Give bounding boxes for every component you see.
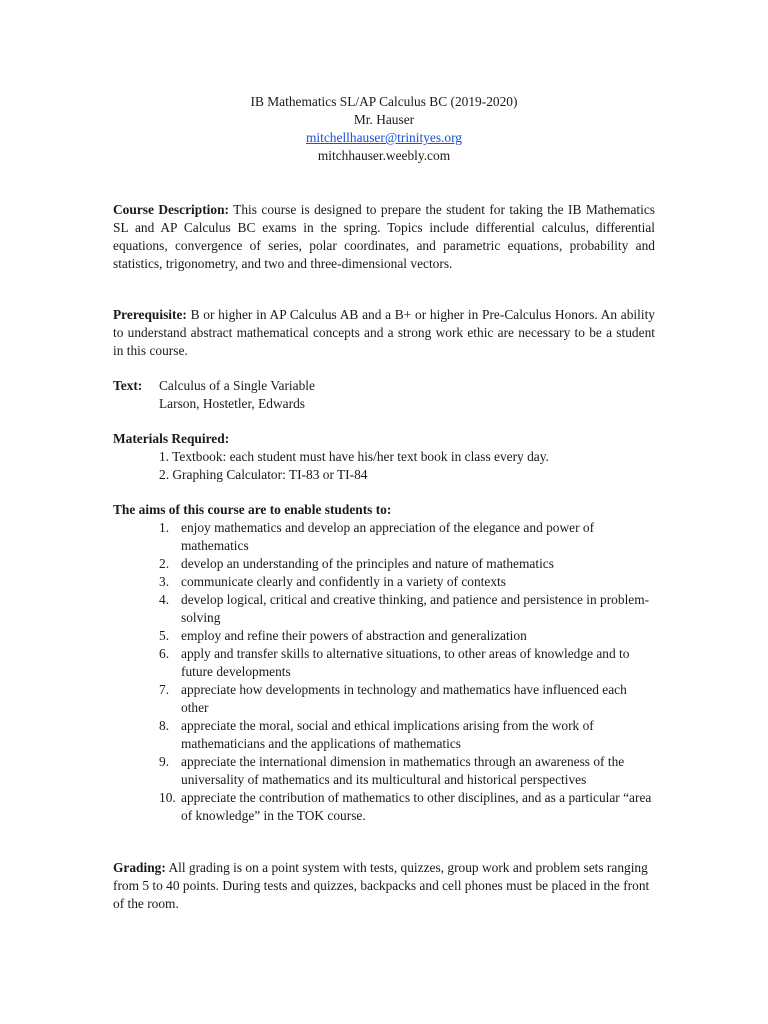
list-item <box>113 717 655 753</box>
aims-section <box>113 501 655 825</box>
list-text: enjoy mathematics and develop an appreciation of the elegance and power of mathematics <box>181 520 595 553</box>
list-text: develop an understanding of the principles and nature of mathematics <box>181 556 554 571</box>
list-item <box>113 519 655 555</box>
text-section <box>113 377 655 413</box>
list-text: appreciate the moral, social and ethical implications arising from the work of mathematicians and the applications of mathematics <box>181 718 594 751</box>
list-text: communicate clearly and confidently in a variety of contexts <box>181 574 506 589</box>
list-number: 10. <box>159 790 176 805</box>
document-header <box>0 93 768 165</box>
list-text: appreciate how developments in technology and mathematics have influenced each other <box>181 682 627 715</box>
grading <box>113 859 655 913</box>
textbook-authors: Larson, Hostetler, Edwards <box>159 396 305 411</box>
email-link[interactable]: mitchellhauser@trinityes.org <box>306 130 462 145</box>
textbook-title: Calculus of a Single Variable <box>159 378 315 393</box>
prerequisite-text: B or higher in AP Calculus AB and a B+ or higher in Pre-Calculus Honors. An ability to understand abstract mathematical concepts and a strong work ethic are necessary to be a student in this course. <box>113 307 655 358</box>
materials-item: 2. Graphing Calculator: TI-83 or TI-84 <box>159 467 368 482</box>
list-text: apply and transfer skills to alternative situations, to other areas of knowledge and to future developments <box>181 646 630 679</box>
list-text: employ and refine their powers of abstraction and generalization <box>181 628 527 643</box>
list-number: 1. <box>159 520 170 535</box>
grading-text: All grading is on a point system with tests, quizzes, group work and problem sets ranging from 5 to 40 points. During tests and quizzes, backpacks and cell phones must be placed in the front of the room. <box>113 860 650 911</box>
list-item <box>113 627 655 645</box>
prerequisite <box>113 306 655 360</box>
list-item <box>113 645 655 681</box>
course-title: IB Mathematics SL/AP Calculus BC (2019-2020) <box>250 94 518 109</box>
teacher-name: Mr. Hauser <box>353 112 415 127</box>
list-number: 5. <box>159 628 170 643</box>
list-number: 6. <box>159 646 170 661</box>
list-number: 7. <box>159 682 170 697</box>
prerequisite-label: Prerequisite: <box>113 307 187 322</box>
website-text: mitchhauser.weebly.com <box>317 148 451 163</box>
list-item <box>113 591 655 627</box>
materials-heading: Materials Required: <box>113 431 230 446</box>
list-number: 2. <box>159 556 170 571</box>
course-description-label: Course Description: <box>113 202 229 217</box>
materials-section <box>113 430 655 484</box>
list-number: 3. <box>159 574 170 589</box>
list-text: appreciate the contribution of mathematics to other disciplines, and as a particular “area of knowledge” in the TOK course. <box>181 790 652 823</box>
grading-label: Grading: <box>113 860 166 875</box>
aims-list <box>113 519 655 825</box>
list-number: 9. <box>159 754 170 769</box>
list-item <box>113 573 655 591</box>
course-description <box>113 201 655 273</box>
list-text: appreciate the international dimension in mathematics through an awareness of the universality of mathematics and its multicultural and historical perspectives <box>181 754 625 787</box>
list-number: 8. <box>159 718 170 733</box>
aims-heading: The aims of this course are to enable students to: <box>113 502 392 517</box>
list-item <box>113 681 655 717</box>
list-number: 4. <box>159 592 170 607</box>
list-item <box>113 789 655 825</box>
materials-item: 1. Textbook: each student must have his/her text book in class every day. <box>159 449 549 464</box>
list-item <box>113 753 655 789</box>
list-text: develop logical, critical and creative thinking, and patience and persistence in problem-solving <box>181 592 650 625</box>
list-item <box>113 555 655 573</box>
text-label: Text: <box>113 378 143 393</box>
course-description-text: This course is designed to prepare the student for taking the IB Mathematics SL and AP Calculus BC exams in the spring. Topics include differential calculus, differential equations, convergence of series, polar coordinates, and parametric equations, probability and statistics, trigonometry, and two and three-dimensional vectors. <box>113 202 655 271</box>
